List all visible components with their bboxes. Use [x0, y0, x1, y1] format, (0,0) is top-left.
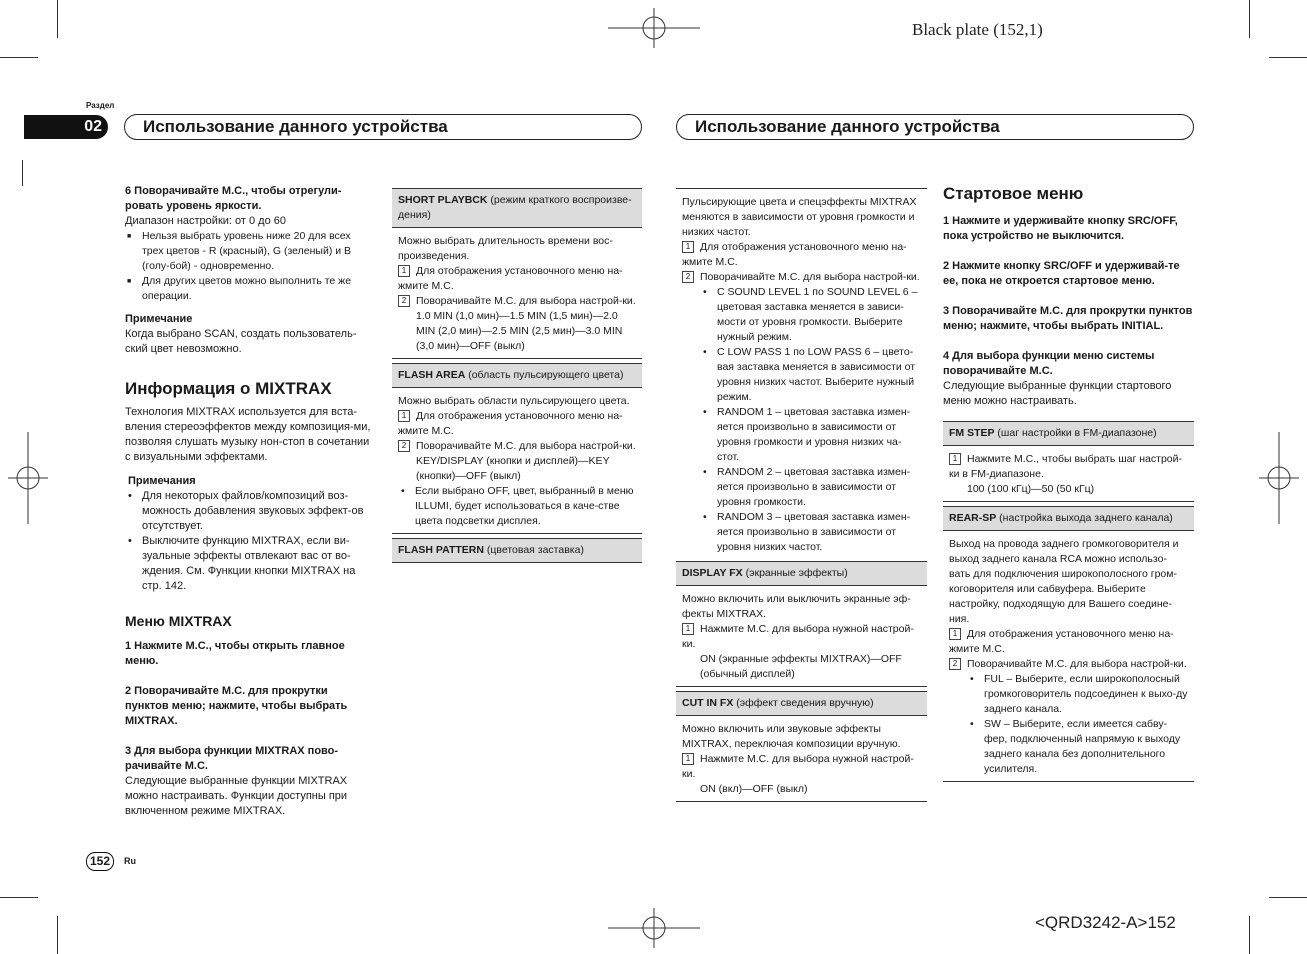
notes-list	[125, 489, 373, 594]
table-header	[943, 421, 1194, 446]
list-item: • RANDOM 3 – цветовая заставка измен-яется произвольно в зависимости от уровня низких частот.	[700, 510, 921, 555]
step-number-icon: 2	[398, 440, 410, 452]
step-number-icon: 2	[398, 295, 410, 307]
step-number-icon: 1	[949, 628, 961, 640]
page-number: 152	[86, 852, 114, 871]
header-right: Использование данного устройства	[676, 114, 1194, 140]
step-number-icon: 1	[682, 623, 694, 635]
registration-mark-icon	[608, 8, 700, 48]
table-header-desc: (шаг настройки в FM-диапазоне)	[994, 427, 1157, 439]
registration-mark-icon	[8, 432, 48, 524]
step-number-icon: 1	[398, 265, 410, 277]
table-body	[392, 388, 642, 534]
table-step: 2 Поворачивайте M.C. для выбора настрой-ки.	[398, 439, 636, 454]
table-step: 1 Для отображения установочного меню на-жмите M.C.	[682, 241, 907, 268]
table-body	[676, 716, 927, 802]
table-values: ON (экранные эффекты MIXTRAX)—OFF (обычный дисплей)	[700, 653, 902, 680]
start-step-1: 1 Нажмите и удерживайте кнопку SRC/OFF, пока устройство не выключится.	[943, 215, 1178, 242]
table-header	[392, 538, 642, 563]
section-number: 02	[24, 115, 108, 139]
table-header-desc: (режим краткого воспроизве-дения)	[398, 194, 632, 221]
table-text: Можно включить или выключить экранные эф-фекты MIXTRAX.	[682, 593, 911, 620]
table-header-key: FM STEP	[949, 427, 995, 439]
table-body	[676, 189, 927, 559]
table-body	[676, 586, 927, 687]
start-step-4-text: Следующие выбранные функции стартового меню можно настраивать.	[943, 380, 1172, 407]
start-menu-heading: Стартовое меню	[943, 184, 1084, 203]
table-header-key: SHORT PLAYBCK	[398, 194, 488, 206]
table-header	[676, 561, 927, 586]
list-item: ■ Для других цветов можно выполнить те же операции.	[125, 274, 373, 304]
crop-mark	[1269, 897, 1307, 898]
plate-label: Black plate (152,1)	[912, 20, 1043, 39]
list-item: • Для некоторых файлов/композиций воз-можность добавления звуковых эффект-ов отсутствует.	[125, 489, 373, 534]
crop-mark	[1269, 57, 1307, 58]
list-item: • FUL – Выберите, если широкополосный громкоговоритель подсоединен к выхо-ду заднего канала.	[967, 672, 1188, 717]
section-label: Раздел	[86, 101, 115, 110]
start-step-3: 3 Поворачивайте M.C. для прокрутки пунктов меню; нажмите, чтобы выбрать INITIAL.	[943, 305, 1193, 332]
table-values: 1.0 MIN (1,0 мин)—1.5 MIN (1,5 мин)—2.0 MIN (2,0 мин)—2.5 MIN (2,5 мин)—3.0 MIN (3,0 мин)—OFF (выкл)	[416, 310, 623, 352]
table-values: ON (вкл)—OFF (выкл)	[700, 783, 808, 795]
table-header-key: FLASH AREA	[398, 369, 466, 381]
table-text: Пульсирующие цвета и спецэффекты MIXTRAX меняются в зависимости от уровня громкости и низких частот.	[682, 196, 917, 238]
bullet-list	[949, 672, 1188, 777]
list-item: • Выключите функцию MIXTRAX, если ви-зуальные эффекты отвлекают вас от во-ждения. См. Функции кнопки MIXTRAX на стр. 142.	[125, 534, 373, 594]
range-text: Диапазон настройки: от 0 до 60	[125, 215, 286, 227]
list-item: • Если выбрано OFF, цвет, выбранный в меню ILLUMI, будет использоваться в каче-стве цвета подсветки дисплея.	[398, 484, 636, 529]
table-step: 1 Нажмите M.C. для выбора нужной настрой-ки.	[682, 623, 914, 650]
step-number-icon: 1	[398, 410, 410, 422]
table-step: 1 Для отображения установочного меню на-жмите M.C.	[398, 410, 623, 437]
language-label: Ru	[124, 856, 136, 866]
table-header-desc: (эффект сведения вручную)	[733, 697, 874, 709]
step-number-icon: 1	[949, 453, 961, 465]
column-3	[676, 188, 927, 802]
table-step: 1 Нажмите M.C. для выбора нужной настрой-ки.	[682, 753, 914, 780]
column-1	[125, 184, 373, 819]
note-text: Когда выбрано SCAN, создать пользователь-ский цвет невозможно.	[125, 328, 357, 355]
registration-mark-icon	[1259, 432, 1299, 524]
step-6: 6 Поворачивайте M.C., чтобы отрегули-ровать уровень яркости.	[125, 185, 342, 212]
crop-mark	[0, 897, 38, 898]
table-body	[943, 446, 1194, 502]
list-item: • С LOW PASS 1 по LOW PASS 6 – цвето-вая заставка меняется в зависимости от уровня низких частот. Выберите нужный режим.	[700, 345, 921, 405]
column-4	[943, 184, 1194, 782]
menu-step-3: 3 Для выбора функции MIXTRAX пово-рачивайте M.C.	[125, 745, 339, 772]
notes-title: Примечания	[128, 475, 196, 487]
mixtrax-heading: Информация о MIXTRAX	[125, 379, 332, 398]
table-header	[392, 188, 642, 228]
crop-mark	[1249, 916, 1250, 954]
table-step: 1 Для отображения установочного меню на-жмите M.C.	[398, 265, 623, 292]
table-header-key: CUT IN FX	[682, 697, 734, 709]
list-item: ■ Нельзя выбрать уровень ниже 20 для всех трех цветов - R (красный), G (зеленый) и B (голу-бой) - одновременно.	[125, 229, 373, 274]
menu-step-3-text: Следующие выбранные функции MIXTRAX можно настраивать. Функции доступны при включенном режиме MIXTRAX.	[125, 775, 348, 817]
table-header-desc: (настройка выхода заднего канала)	[996, 512, 1173, 524]
crop-mark	[57, 0, 58, 38]
list-item: • SW – Выберите, если имеется сабву-фер, подключенный напрямую к выходу заднего канала без дополнительного усилителя.	[967, 717, 1188, 777]
crop-mark	[0, 57, 38, 58]
mixtrax-text: Технология MIXTRAX используется для вста-вления стереоэффектов между композиция-ми, позволяя слушать музыку нон-стоп в сочетании с визуальными эффектами.	[125, 406, 371, 463]
table-body	[392, 228, 642, 359]
step-number-icon: 1	[682, 241, 694, 253]
table-values: KEY/DISPLAY (кнопки и дисплей)—KEY (кнопки)—OFF (выкл)	[416, 455, 610, 482]
crop-mark	[22, 160, 23, 186]
header-left: Использование данного устройства	[124, 114, 642, 140]
step-number-icon: 2	[949, 658, 961, 670]
bullet-list	[398, 484, 636, 529]
table-step: 1 Нажмите M.C., чтобы выбрать шаг настрой-ки в FM-диапазоне.	[949, 453, 1182, 480]
step-number-icon: 1	[682, 753, 694, 765]
column-2	[392, 188, 642, 563]
table-values: 100 (100 кГц)—50 (50 кГц)	[967, 483, 1095, 495]
bullet-list	[682, 285, 921, 555]
document-code: <QRD3242-A>152	[1035, 913, 1176, 932]
registration-mark-icon	[608, 908, 700, 948]
menu-step-2: 2 Поворачивайте M.C. для прокрутки пунктов меню; нажмите, чтобы выбрать MIXTRAX.	[125, 685, 348, 727]
table-header-desc: (область пульсирующего цвета)	[465, 369, 624, 381]
bullet-list	[125, 229, 373, 304]
list-item: • С SOUND LEVEL 1 по SOUND LEVEL 6 – цветовая заставка меняется в зависи-мости от уровня громкости. Выберите нужный режим.	[700, 285, 921, 345]
table-step: 2 Поворачивайте M.C. для выбора настрой-ки.	[682, 270, 921, 285]
table-header-key: DISPLAY FX	[682, 567, 743, 579]
table-header-key: REAR-SP	[949, 512, 997, 524]
list-item: • RANDOM 1 – цветовая заставка измен-яется произвольно в зависимости от уровня громкости и уровня низких ча-стот.	[700, 405, 921, 465]
step-number-icon: 2	[682, 271, 694, 283]
note-title: Примечание	[125, 313, 193, 325]
table-body	[943, 531, 1194, 782]
table-text: Выход на провода заднего громкоговорителя и выход заднего канала RCA можно использо-вать для подключения широкополосного гром-коговорителя или сабвуфера. Выберите настройку, подходящую для Вашего соедине-ния.	[949, 538, 1179, 625]
table-step: 1 Для отображения установочного меню на-жмите M.C.	[949, 628, 1174, 655]
start-step-4: 4 Для выбора функции меню системы поворачивайте M.C.	[943, 350, 1155, 377]
table-header	[676, 691, 927, 716]
table-header-desc: (экранные эффекты)	[742, 567, 848, 579]
table-text: Можно выбрать длительность времени вос-произведения.	[398, 235, 613, 262]
start-step-2: 2 Нажмите кнопку SRC/OFF и удерживай-те ее, пока не откроется стартовое меню.	[943, 260, 1180, 287]
table-text: Можно включить или звуковые эффекты MIXTRAX, переключая композиции вручную.	[682, 723, 901, 750]
table-header-desc: (цветовая заставка)	[483, 544, 584, 556]
table-step: 2 Поворачивайте M.C. для выбора настрой-ки.	[398, 294, 636, 309]
table-step: 2 Поворачивайте M.C. для выбора настрой-ки.	[949, 657, 1188, 672]
crop-mark	[1249, 0, 1250, 38]
table-header	[943, 506, 1194, 531]
list-item: • RANDOM 2 – цветовая заставка измен-яется произвольно в зависимости от уровня громкости.	[700, 465, 921, 510]
table-text: Можно выбрать области пульсирующего цвета.	[398, 395, 630, 407]
menu-heading: Меню MIXTRAX	[125, 613, 232, 629]
table-header	[392, 363, 642, 388]
menu-step-1: 1 Нажмите M.C., чтобы открыть главное меню.	[125, 640, 345, 667]
table-header-key: FLASH PATTERN	[398, 544, 484, 556]
crop-mark	[57, 916, 58, 954]
